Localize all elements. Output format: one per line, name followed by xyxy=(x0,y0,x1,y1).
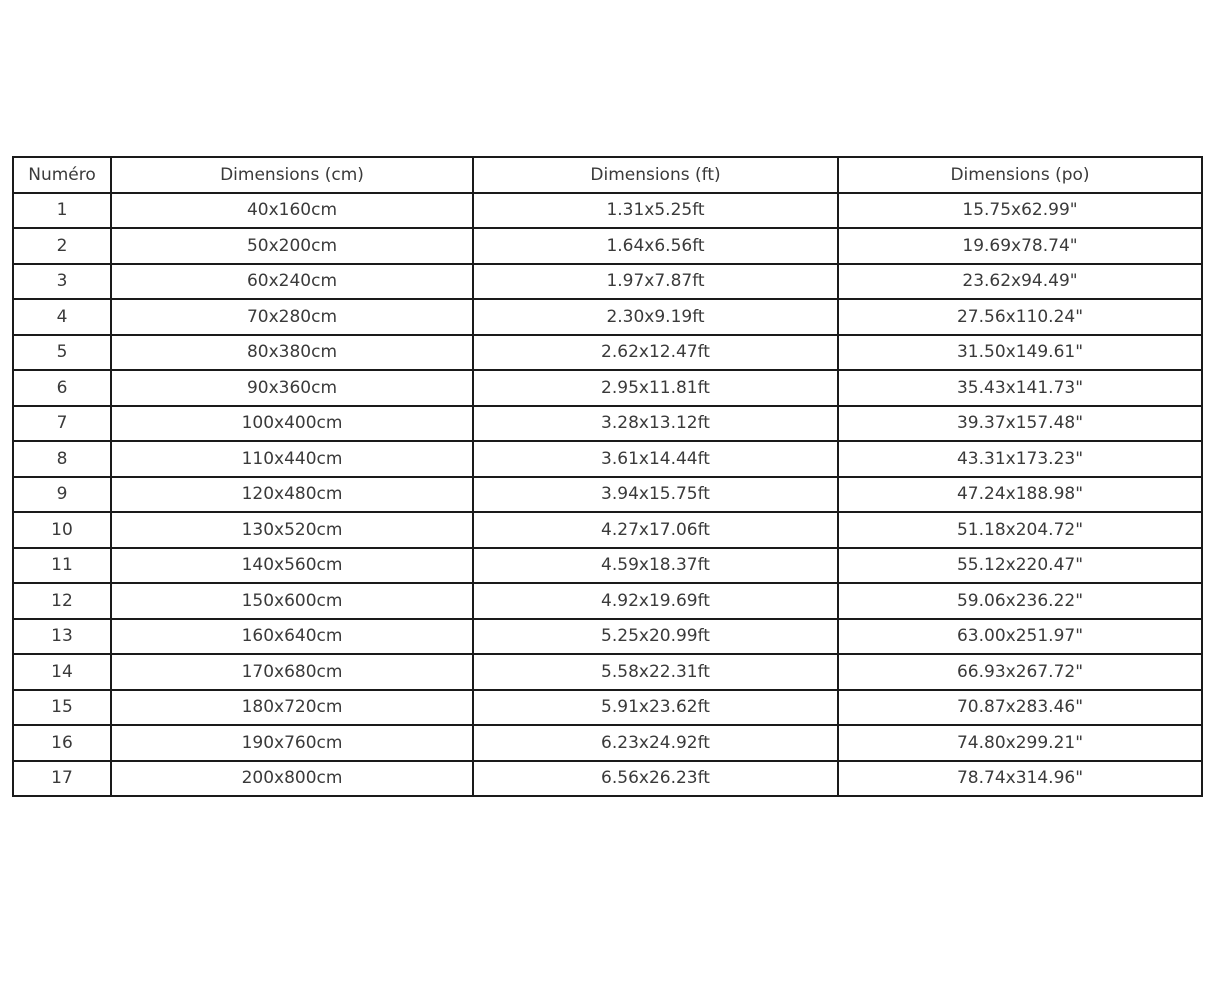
cell-cm: 50x200cm xyxy=(111,228,473,264)
cell-ft: 4.92x19.69ft xyxy=(473,583,838,619)
cell-numero: 4 xyxy=(13,299,111,335)
cell-cm: 150x600cm xyxy=(111,583,473,619)
cell-po: 63.00x251.97" xyxy=(838,619,1202,655)
dimensions-table xyxy=(12,156,1203,797)
cell-numero: 1 xyxy=(13,193,111,229)
cell-cm: 40x160cm xyxy=(111,193,473,229)
cell-po: 66.93x267.72" xyxy=(838,654,1202,690)
cell-cm: 110x440cm xyxy=(111,441,473,477)
table-row xyxy=(13,406,1202,442)
cell-po: 31.50x149.61" xyxy=(838,335,1202,371)
table-row xyxy=(13,654,1202,690)
table-row xyxy=(13,299,1202,335)
cell-ft: 6.23x24.92ft xyxy=(473,725,838,761)
cell-ft: 2.62x12.47ft xyxy=(473,335,838,371)
table-row xyxy=(13,441,1202,477)
cell-ft: 4.27x17.06ft xyxy=(473,512,838,548)
table-row xyxy=(13,477,1202,513)
cell-ft: 2.30x9.19ft xyxy=(473,299,838,335)
table-row xyxy=(13,512,1202,548)
table-row xyxy=(13,725,1202,761)
cell-numero: 3 xyxy=(13,264,111,300)
cell-po: 35.43x141.73" xyxy=(838,370,1202,406)
cell-po: 19.69x78.74" xyxy=(838,228,1202,264)
table-row xyxy=(13,548,1202,584)
cell-ft: 5.58x22.31ft xyxy=(473,654,838,690)
cell-ft: 3.94x15.75ft xyxy=(473,477,838,513)
header-row xyxy=(13,157,1202,193)
cell-cm: 180x720cm xyxy=(111,690,473,726)
cell-numero: 15 xyxy=(13,690,111,726)
cell-numero: 9 xyxy=(13,477,111,513)
cell-po: 74.80x299.21" xyxy=(838,725,1202,761)
table-row xyxy=(13,370,1202,406)
cell-numero: 6 xyxy=(13,370,111,406)
table-row xyxy=(13,690,1202,726)
cell-ft: 1.97x7.87ft xyxy=(473,264,838,300)
table-row xyxy=(13,193,1202,229)
table-row xyxy=(13,264,1202,300)
cell-po: 55.12x220.47" xyxy=(838,548,1202,584)
cell-po: 78.74x314.96" xyxy=(838,761,1202,797)
cell-cm: 90x360cm xyxy=(111,370,473,406)
table-row xyxy=(13,228,1202,264)
cell-ft: 3.28x13.12ft xyxy=(473,406,838,442)
cell-numero: 13 xyxy=(13,619,111,655)
table-row xyxy=(13,335,1202,371)
cell-numero: 2 xyxy=(13,228,111,264)
cell-ft: 1.64x6.56ft xyxy=(473,228,838,264)
header-numero: Numéro xyxy=(13,157,111,193)
cell-numero: 8 xyxy=(13,441,111,477)
cell-numero: 7 xyxy=(13,406,111,442)
cell-cm: 70x280cm xyxy=(111,299,473,335)
cell-po: 23.62x94.49" xyxy=(838,264,1202,300)
cell-po: 15.75x62.99" xyxy=(838,193,1202,229)
cell-ft: 6.56x26.23ft xyxy=(473,761,838,797)
cell-cm: 130x520cm xyxy=(111,512,473,548)
cell-ft: 5.25x20.99ft xyxy=(473,619,838,655)
cell-cm: 160x640cm xyxy=(111,619,473,655)
table-row xyxy=(13,619,1202,655)
cell-cm: 190x760cm xyxy=(111,725,473,761)
cell-po: 39.37x157.48" xyxy=(838,406,1202,442)
cell-cm: 200x800cm xyxy=(111,761,473,797)
cell-numero: 14 xyxy=(13,654,111,690)
cell-cm: 140x560cm xyxy=(111,548,473,584)
cell-po: 43.31x173.23" xyxy=(838,441,1202,477)
header-dimensions-cm: Dimensions (cm) xyxy=(111,157,473,193)
header-dimensions-po: Dimensions (po) xyxy=(838,157,1202,193)
cell-ft: 4.59x18.37ft xyxy=(473,548,838,584)
cell-po: 27.56x110.24" xyxy=(838,299,1202,335)
cell-cm: 120x480cm xyxy=(111,477,473,513)
table-row xyxy=(13,761,1202,797)
cell-ft: 2.95x11.81ft xyxy=(473,370,838,406)
cell-numero: 17 xyxy=(13,761,111,797)
cell-cm: 100x400cm xyxy=(111,406,473,442)
cell-numero: 10 xyxy=(13,512,111,548)
cell-po: 47.24x188.98" xyxy=(838,477,1202,513)
table-row xyxy=(13,583,1202,619)
cell-po: 51.18x204.72" xyxy=(838,512,1202,548)
cell-cm: 170x680cm xyxy=(111,654,473,690)
cell-ft: 1.31x5.25ft xyxy=(473,193,838,229)
header-dimensions-ft: Dimensions (ft) xyxy=(473,157,838,193)
cell-po: 70.87x283.46" xyxy=(838,690,1202,726)
cell-numero: 11 xyxy=(13,548,111,584)
cell-numero: 5 xyxy=(13,335,111,371)
cell-po: 59.06x236.22" xyxy=(838,583,1202,619)
table-body xyxy=(13,193,1202,797)
cell-numero: 12 xyxy=(13,583,111,619)
cell-ft: 5.91x23.62ft xyxy=(473,690,838,726)
cell-numero: 16 xyxy=(13,725,111,761)
cell-ft: 3.61x14.44ft xyxy=(473,441,838,477)
cell-cm: 60x240cm xyxy=(111,264,473,300)
cell-cm: 80x380cm xyxy=(111,335,473,371)
